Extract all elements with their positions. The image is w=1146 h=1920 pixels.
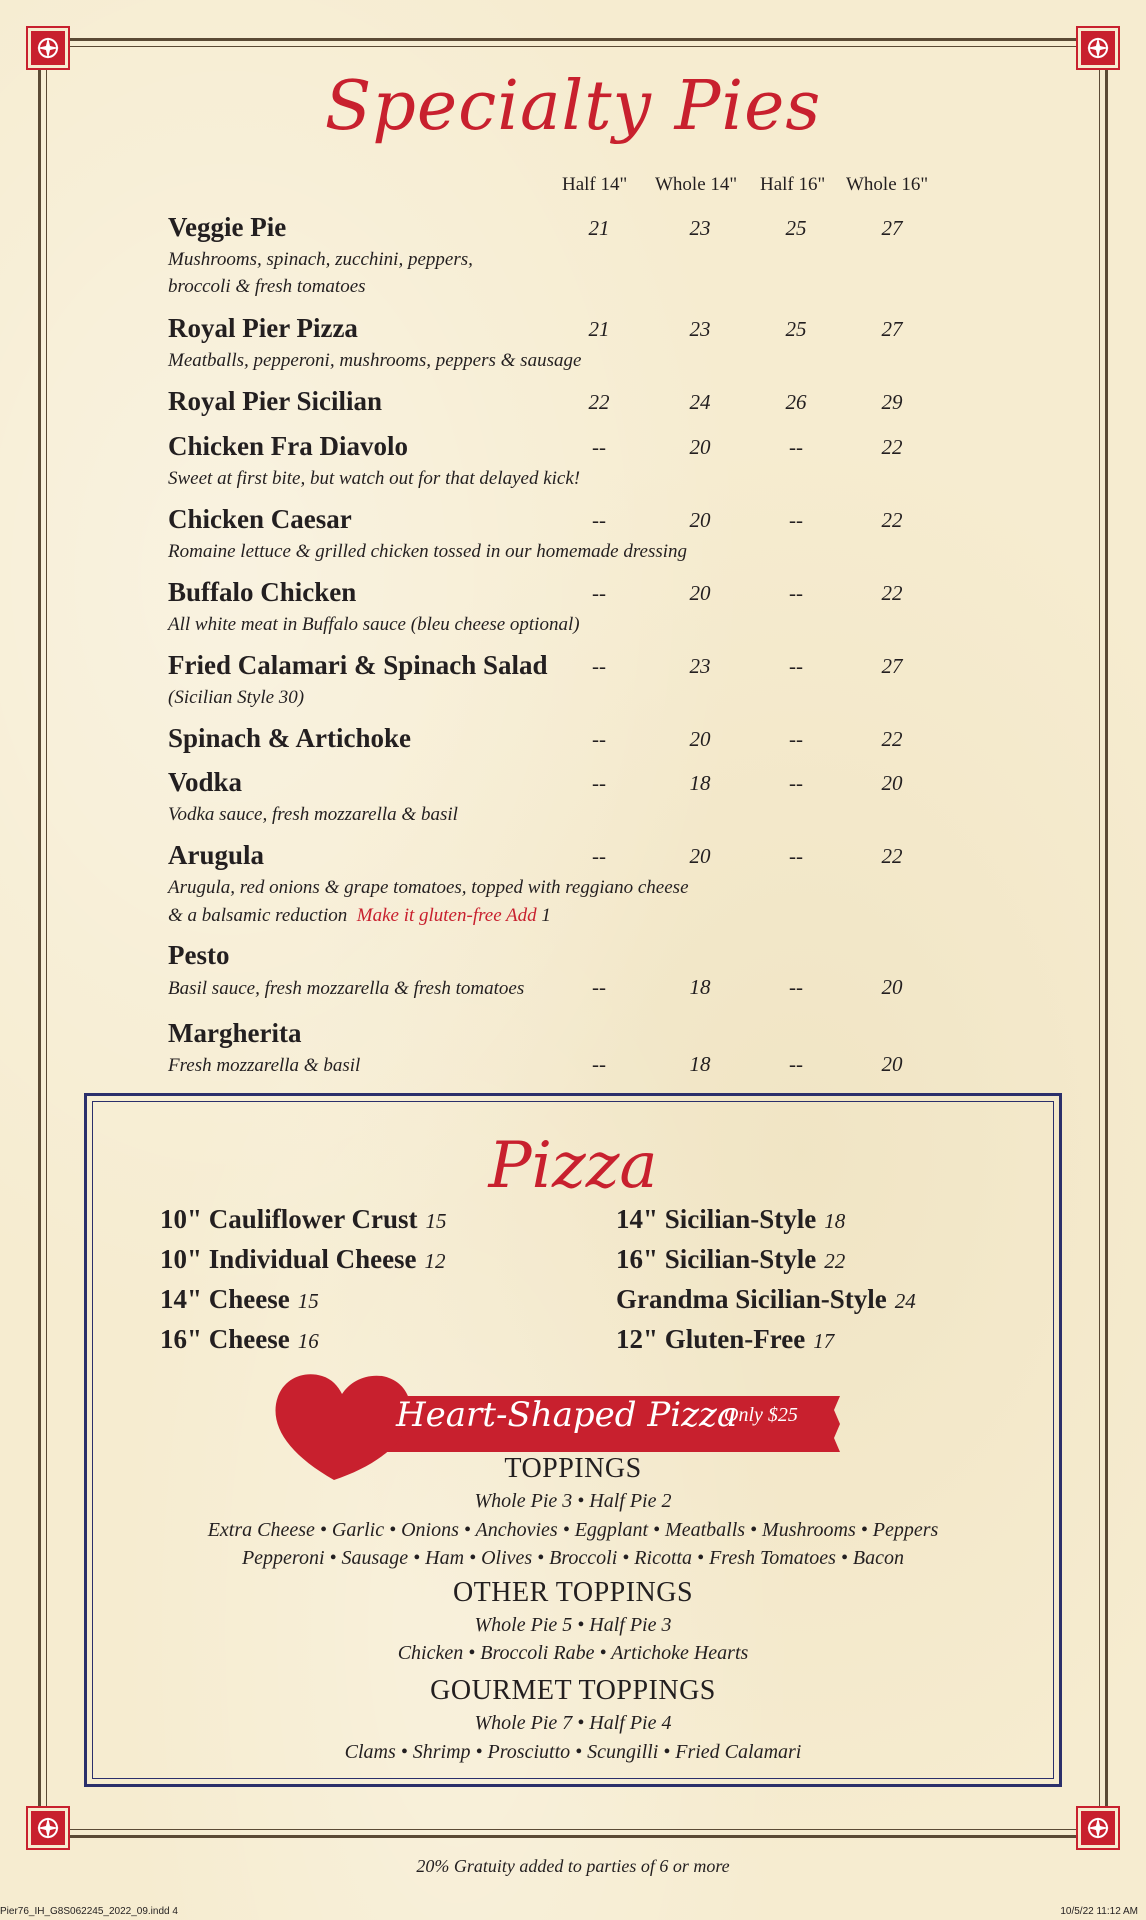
pizza-item-name: 10" Cauliflower Crust [160, 1204, 418, 1234]
menu-item-price: -- [789, 581, 803, 605]
pizza-item-name: 10" Individual Cheese [160, 1244, 417, 1274]
pizza-item [616, 1284, 916, 1315]
menu-item-name: Chicken Caesar [168, 504, 352, 534]
menu-item-price: 20 [881, 771, 903, 795]
menu-item-name: Pesto [168, 940, 230, 970]
pizza-item-price: 24 [894, 1289, 916, 1313]
menu-item-desc: Vodka sauce, fresh mozzarella & basil [168, 804, 458, 825]
menu-item-price: -- [789, 1052, 803, 1076]
menu-item-price: 25 [785, 317, 807, 341]
menu-item-price: 23 [689, 654, 711, 678]
gluten-free-note: Make it gluten-free Add [356, 905, 537, 926]
menu-item-price: -- [789, 844, 803, 868]
menu-item-desc: Arugula, red onions & grape tomatoes, topped with reggiano cheese [168, 877, 689, 898]
pizza-item-price: 15 [425, 1209, 447, 1233]
menu-item-name: Royal Pier Pizza [168, 313, 358, 343]
menu-item-price: 22 [881, 727, 903, 751]
corner-ornament-icon [1078, 1808, 1118, 1848]
menu-item-price: 21 [588, 216, 610, 240]
toppings-list: Pepperoni • Sausage • Ham • Olives • Broccoli • Ricotta • Fresh Tomatoes • Bacon [241, 1547, 905, 1569]
menu-item-price: -- [592, 771, 606, 795]
menu-item-price: -- [592, 508, 606, 532]
pizza-title: Pizza [488, 1129, 658, 1203]
menu-item-name: Vodka [168, 767, 243, 797]
menu-item-desc: Romaine lettuce & grilled chicken tossed in our homemade dressing [168, 541, 688, 562]
pizza-item [160, 1204, 446, 1235]
menu-item-name: Margherita [168, 1018, 302, 1048]
other-toppings-prices: Whole Pie 5 • Half Pie 3 [474, 1614, 672, 1636]
menu-item-price: 20 [689, 727, 711, 751]
menu-item-name: Royal Pier Sicilian [168, 386, 382, 416]
pizza-item [616, 1324, 834, 1355]
heart-shaped-pizza-price: Only $25 [724, 1404, 798, 1426]
menu-item-price: 18 [689, 1052, 711, 1076]
column-header-whole-14: Whole 14" [655, 174, 738, 195]
print-slug-date: 10/5/22 11:12 AM [1060, 1906, 1138, 1917]
print-slug-file: Pier76_IH_G8S062245_2022_09.indd 4 [0, 1906, 178, 1917]
menu-item-price: -- [789, 727, 803, 751]
other-toppings-heading: OTHER TOPPINGS [452, 1577, 694, 1608]
menu-item-price: 21 [588, 317, 610, 341]
menu-item-price: -- [789, 435, 803, 459]
menu-item-desc: Basil sauce, fresh mozzarella & fresh tomatoes [168, 978, 525, 999]
menu-item-price: 23 [689, 317, 711, 341]
menu-item-name: Fried Calamari & Spinach Salad [168, 650, 548, 680]
menu-item-price: 20 [881, 975, 903, 999]
menu-item-price: -- [789, 654, 803, 678]
toppings-list: Extra Cheese • Garlic • Onions • Anchovies • Eggplant • Meatballs • Mushrooms • Peppers [207, 1519, 939, 1541]
gluten-free-price: 1 [541, 905, 551, 926]
pizza-item [616, 1204, 845, 1235]
menu-item-price: -- [592, 975, 606, 999]
pizza-item-price: 12 [424, 1249, 446, 1273]
gourmet-toppings-list: Clams • Shrimp • Prosciutto • Scungilli • Fried Calamari [344, 1741, 802, 1763]
heart-shaped-pizza-label: Heart-Shaped Pizza [396, 1395, 738, 1435]
menu-item-price: 22 [881, 581, 903, 605]
menu-item-price: 27 [881, 654, 903, 678]
menu-item-desc: Meatballs, pepperoni, mushrooms, peppers & sausage [168, 350, 582, 371]
pizza-item-name: 14" Sicilian-Style [616, 1204, 817, 1234]
menu-item-desc: & a balsamic reduction [168, 905, 348, 926]
menu-item-price: -- [592, 654, 606, 678]
menu-item-price: 18 [689, 771, 711, 795]
menu-item-price: 27 [881, 317, 903, 341]
menu-item-name: Veggie Pie [168, 212, 287, 242]
pizza-item-price: 18 [824, 1209, 846, 1233]
menu-item-price: 20 [689, 844, 711, 868]
menu-item-price: 22 [881, 844, 903, 868]
specialty-pies-title: Specialty Pies [324, 67, 822, 146]
pizza-item-price: 22 [824, 1249, 846, 1273]
gratuity-note: 20% Gratuity added to parties of 6 or more [416, 1856, 730, 1876]
pizza-item-price: 16 [297, 1329, 319, 1353]
menu-item-price: -- [592, 435, 606, 459]
menu-item-desc-line [168, 902, 551, 929]
menu-item-price: 20 [689, 435, 711, 459]
menu-item-price: 27 [881, 216, 903, 240]
column-header-half-16: Half 16" [760, 174, 826, 195]
menu-item-name: Chicken Fra Diavolo [168, 431, 408, 461]
column-header-half-14: Half 14" [562, 174, 628, 195]
menu-item-price: 26 [785, 390, 807, 414]
menu-item-price: 22 [588, 390, 610, 414]
menu-item-name: Spinach & Artichoke [168, 723, 412, 753]
menu-item-price: 22 [881, 435, 903, 459]
gourmet-toppings-prices: Whole Pie 7 • Half Pie 4 [474, 1712, 672, 1734]
pizza-item [616, 1244, 845, 1275]
menu-item-desc: broccoli & fresh tomatoes [168, 276, 366, 297]
menu-item-desc: Fresh mozzarella & basil [168, 1055, 361, 1076]
menu-item-price: -- [789, 771, 803, 795]
menu-item-price: -- [592, 1052, 606, 1076]
pizza-item [160, 1324, 319, 1355]
menu-item-desc: Sweet at first bite, but watch out for that delayed kick! [168, 468, 581, 489]
gourmet-toppings-heading: GOURMET TOPPINGS [430, 1675, 716, 1706]
toppings-prices: Whole Pie 3 • Half Pie 2 [474, 1490, 672, 1512]
menu-item-price: 18 [689, 975, 711, 999]
pizza-item-name: 16" Sicilian-Style [616, 1244, 817, 1274]
menu-item-price: 22 [881, 508, 903, 532]
pizza-item-price: 17 [813, 1329, 835, 1353]
pizza-item-name: 16" Cheese [160, 1324, 290, 1354]
menu-item-name: Buffalo Chicken [168, 577, 357, 607]
other-toppings-list: Chicken • Broccoli Rabe • Artichoke Hearts [397, 1642, 749, 1664]
pizza-item-name: 14" Cheese [160, 1284, 290, 1314]
menu-item-price: -- [592, 581, 606, 605]
menu-item-desc: Mushrooms, spinach, zucchini, peppers, [168, 249, 473, 270]
menu-item-price: 25 [785, 216, 807, 240]
menu-item-price: 20 [689, 581, 711, 605]
menu-item-price: 29 [881, 390, 903, 414]
menu-item-desc: All white meat in Buffalo sauce (bleu cheese optional) [168, 614, 580, 635]
menu-item-desc: (Sicilian Style 30) [168, 687, 305, 708]
column-header-whole-16: Whole 16" [846, 174, 929, 195]
pizza-item-name: 12" Gluten-Free [616, 1324, 806, 1354]
menu-item-price: 20 [881, 1052, 903, 1076]
menu-item-price: 20 [689, 508, 711, 532]
pizza-item [160, 1284, 319, 1315]
menu-item-price: -- [789, 508, 803, 532]
pizza-item-name: Grandma Sicilian-Style [616, 1284, 887, 1314]
pizza-item [160, 1244, 446, 1275]
menu-item-price: 23 [689, 216, 711, 240]
pizza-item-price: 15 [297, 1289, 319, 1313]
menu-item-price: 24 [689, 390, 711, 414]
menu-item-name: Arugula [168, 840, 265, 870]
corner-ornament-icon [28, 1808, 68, 1848]
toppings-heading: TOPPINGS [504, 1453, 642, 1484]
menu-item-price: -- [789, 975, 803, 999]
menu-item-price: -- [592, 844, 606, 868]
menu-item-price: -- [592, 727, 606, 751]
